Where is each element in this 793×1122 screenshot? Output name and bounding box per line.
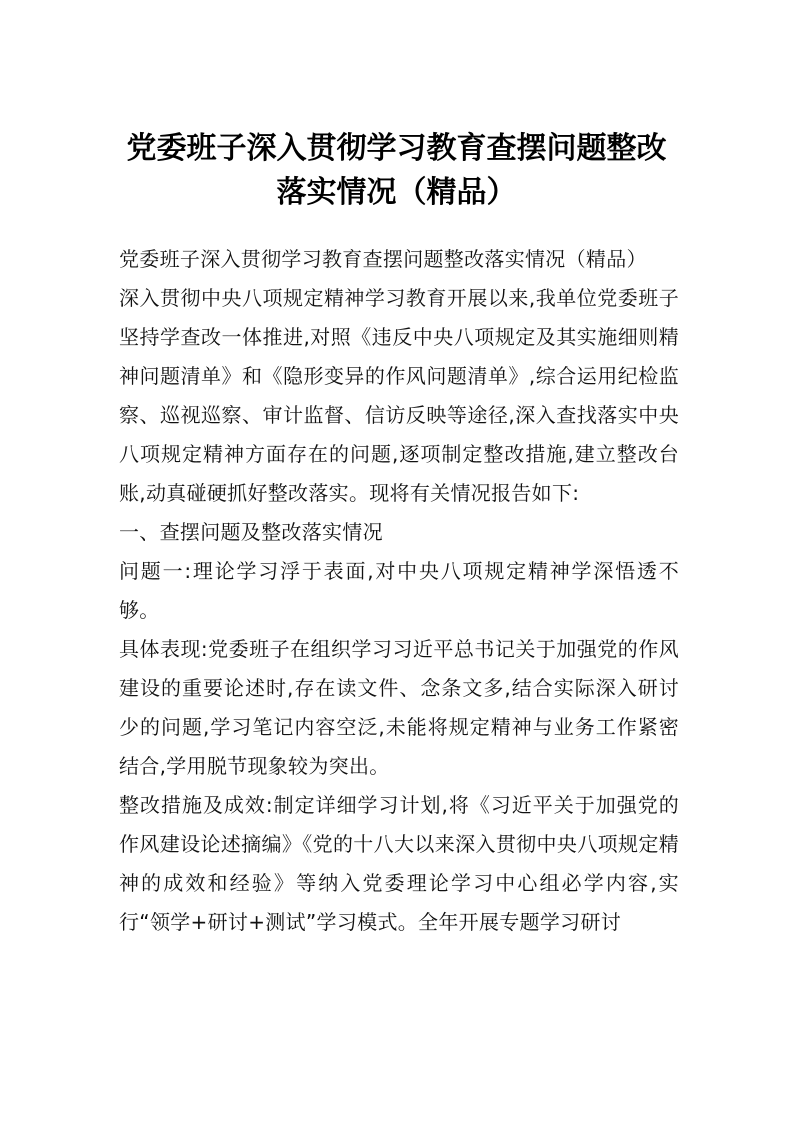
paragraph-measures: 整改措施及成效:制定详细学习计划,将《习近平关于加强党的作风建设论述摘编》《党的十八大以来深入贯彻中央八项规定精神的成效和经验》等纳入党委理论学习中心组必学内容,实行“领学+研讨+测试”学习模式。全年开展专题学习研讨 xyxy=(119,793,679,934)
paragraph-subtitle: 党委班子深入贯彻学习教育查摆问题整改落实情况（精品） xyxy=(119,247,647,271)
document-title-line-2: 落实情况（精品） xyxy=(276,175,517,210)
paragraph-manifestation: 具体表现:党委班子在组织学习习近平总书记关于加强党的作风建设的重要论述时,存在读文件、念条文多,结合实际深入研讨少的问题,学习笔记内容空泛,未能将规定精神与业务工作紧密结合,学用脱节现象较为突出。 xyxy=(119,637,679,778)
document-body xyxy=(119,240,679,942)
document-title-line-1: 党委班子深入贯彻学习教育查摆问题整改 xyxy=(126,131,667,166)
paragraph-intro: 深入贯彻中央八项规定精神学习教育开展以来,我单位党委班子坚持学查改一体推进,对照《违反中央八项规定及其实施细则精神问题清单》和《隐形变异的作风问题清单》,综合运用纪检监察、巡视巡察、审计监督、信访反映等途径,深入查找落实中央八项规定精神方面存在的问题,逐项制定整改措施,建立整改台账,动真碰硬抓好整改落实。现将有关情况报告如下: xyxy=(119,286,679,505)
section-heading: 一、查摆问题及整改落实情况 xyxy=(119,520,383,544)
paragraph-problem-one: 问题一:理论学习浮于表面,对中央八项规定精神学深悟透不够。 xyxy=(119,559,679,622)
